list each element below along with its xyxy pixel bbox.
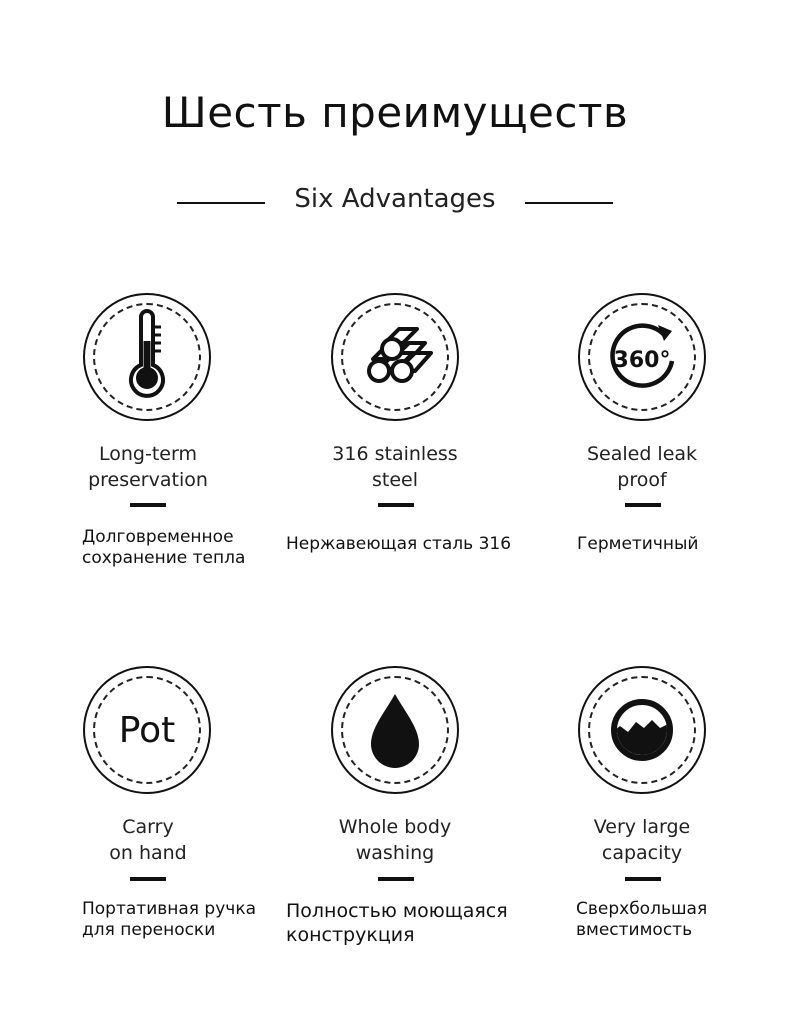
steel-pipes-icon	[333, 295, 457, 419]
feature-icon-circle	[578, 293, 706, 421]
svg-text:360°: 360°	[613, 348, 671, 373]
feature-title-ru: Нержавеющая сталь 316	[286, 534, 512, 554]
feature-title-ru: Долговременное сохранение тепла	[82, 527, 246, 568]
feature-title-en: Long-term preservation	[88, 443, 208, 491]
feature-icon-circle	[331, 666, 459, 794]
feature-divider	[130, 877, 166, 881]
water-drop-icon	[333, 668, 457, 792]
feature-title-en: Very large capacity	[593, 816, 691, 864]
page-title: Шесть преимуществ	[161, 88, 629, 137]
subtitle-row	[0, 184, 790, 220]
feature-title-en: Sealed leak proof	[586, 443, 698, 491]
feature-divider	[625, 503, 661, 507]
page-subtitle: Six Advantages	[294, 184, 496, 214]
feature-title-ru: Герметичный	[577, 534, 699, 554]
feature-divider	[130, 503, 166, 507]
capacity-wave-icon	[580, 668, 704, 792]
feature-title-ru: Портативная ручка для переноски	[82, 899, 257, 940]
feature-title-en: Carry on hand	[109, 816, 187, 864]
feature-icon-circle	[83, 293, 211, 421]
pot-text-icon: Pot	[118, 709, 176, 751]
feature-icon-circle	[83, 666, 211, 794]
feature-icon-circle	[331, 293, 459, 421]
feature-divider	[378, 877, 414, 881]
feature-icon-circle	[578, 666, 706, 794]
feature-title-ru: Полностью моющаяся конструкция	[286, 900, 508, 946]
rotate-360-icon	[580, 295, 704, 419]
divider-right	[525, 202, 613, 204]
thermometer-icon	[85, 295, 209, 419]
feature-divider	[625, 877, 661, 881]
feature-title-en: 316 stainless steel	[332, 443, 458, 491]
feature-title-en: Whole body washing	[338, 816, 452, 864]
feature-title-ru: Сверхбольшая вместимость	[576, 899, 708, 940]
feature-divider	[378, 503, 414, 507]
